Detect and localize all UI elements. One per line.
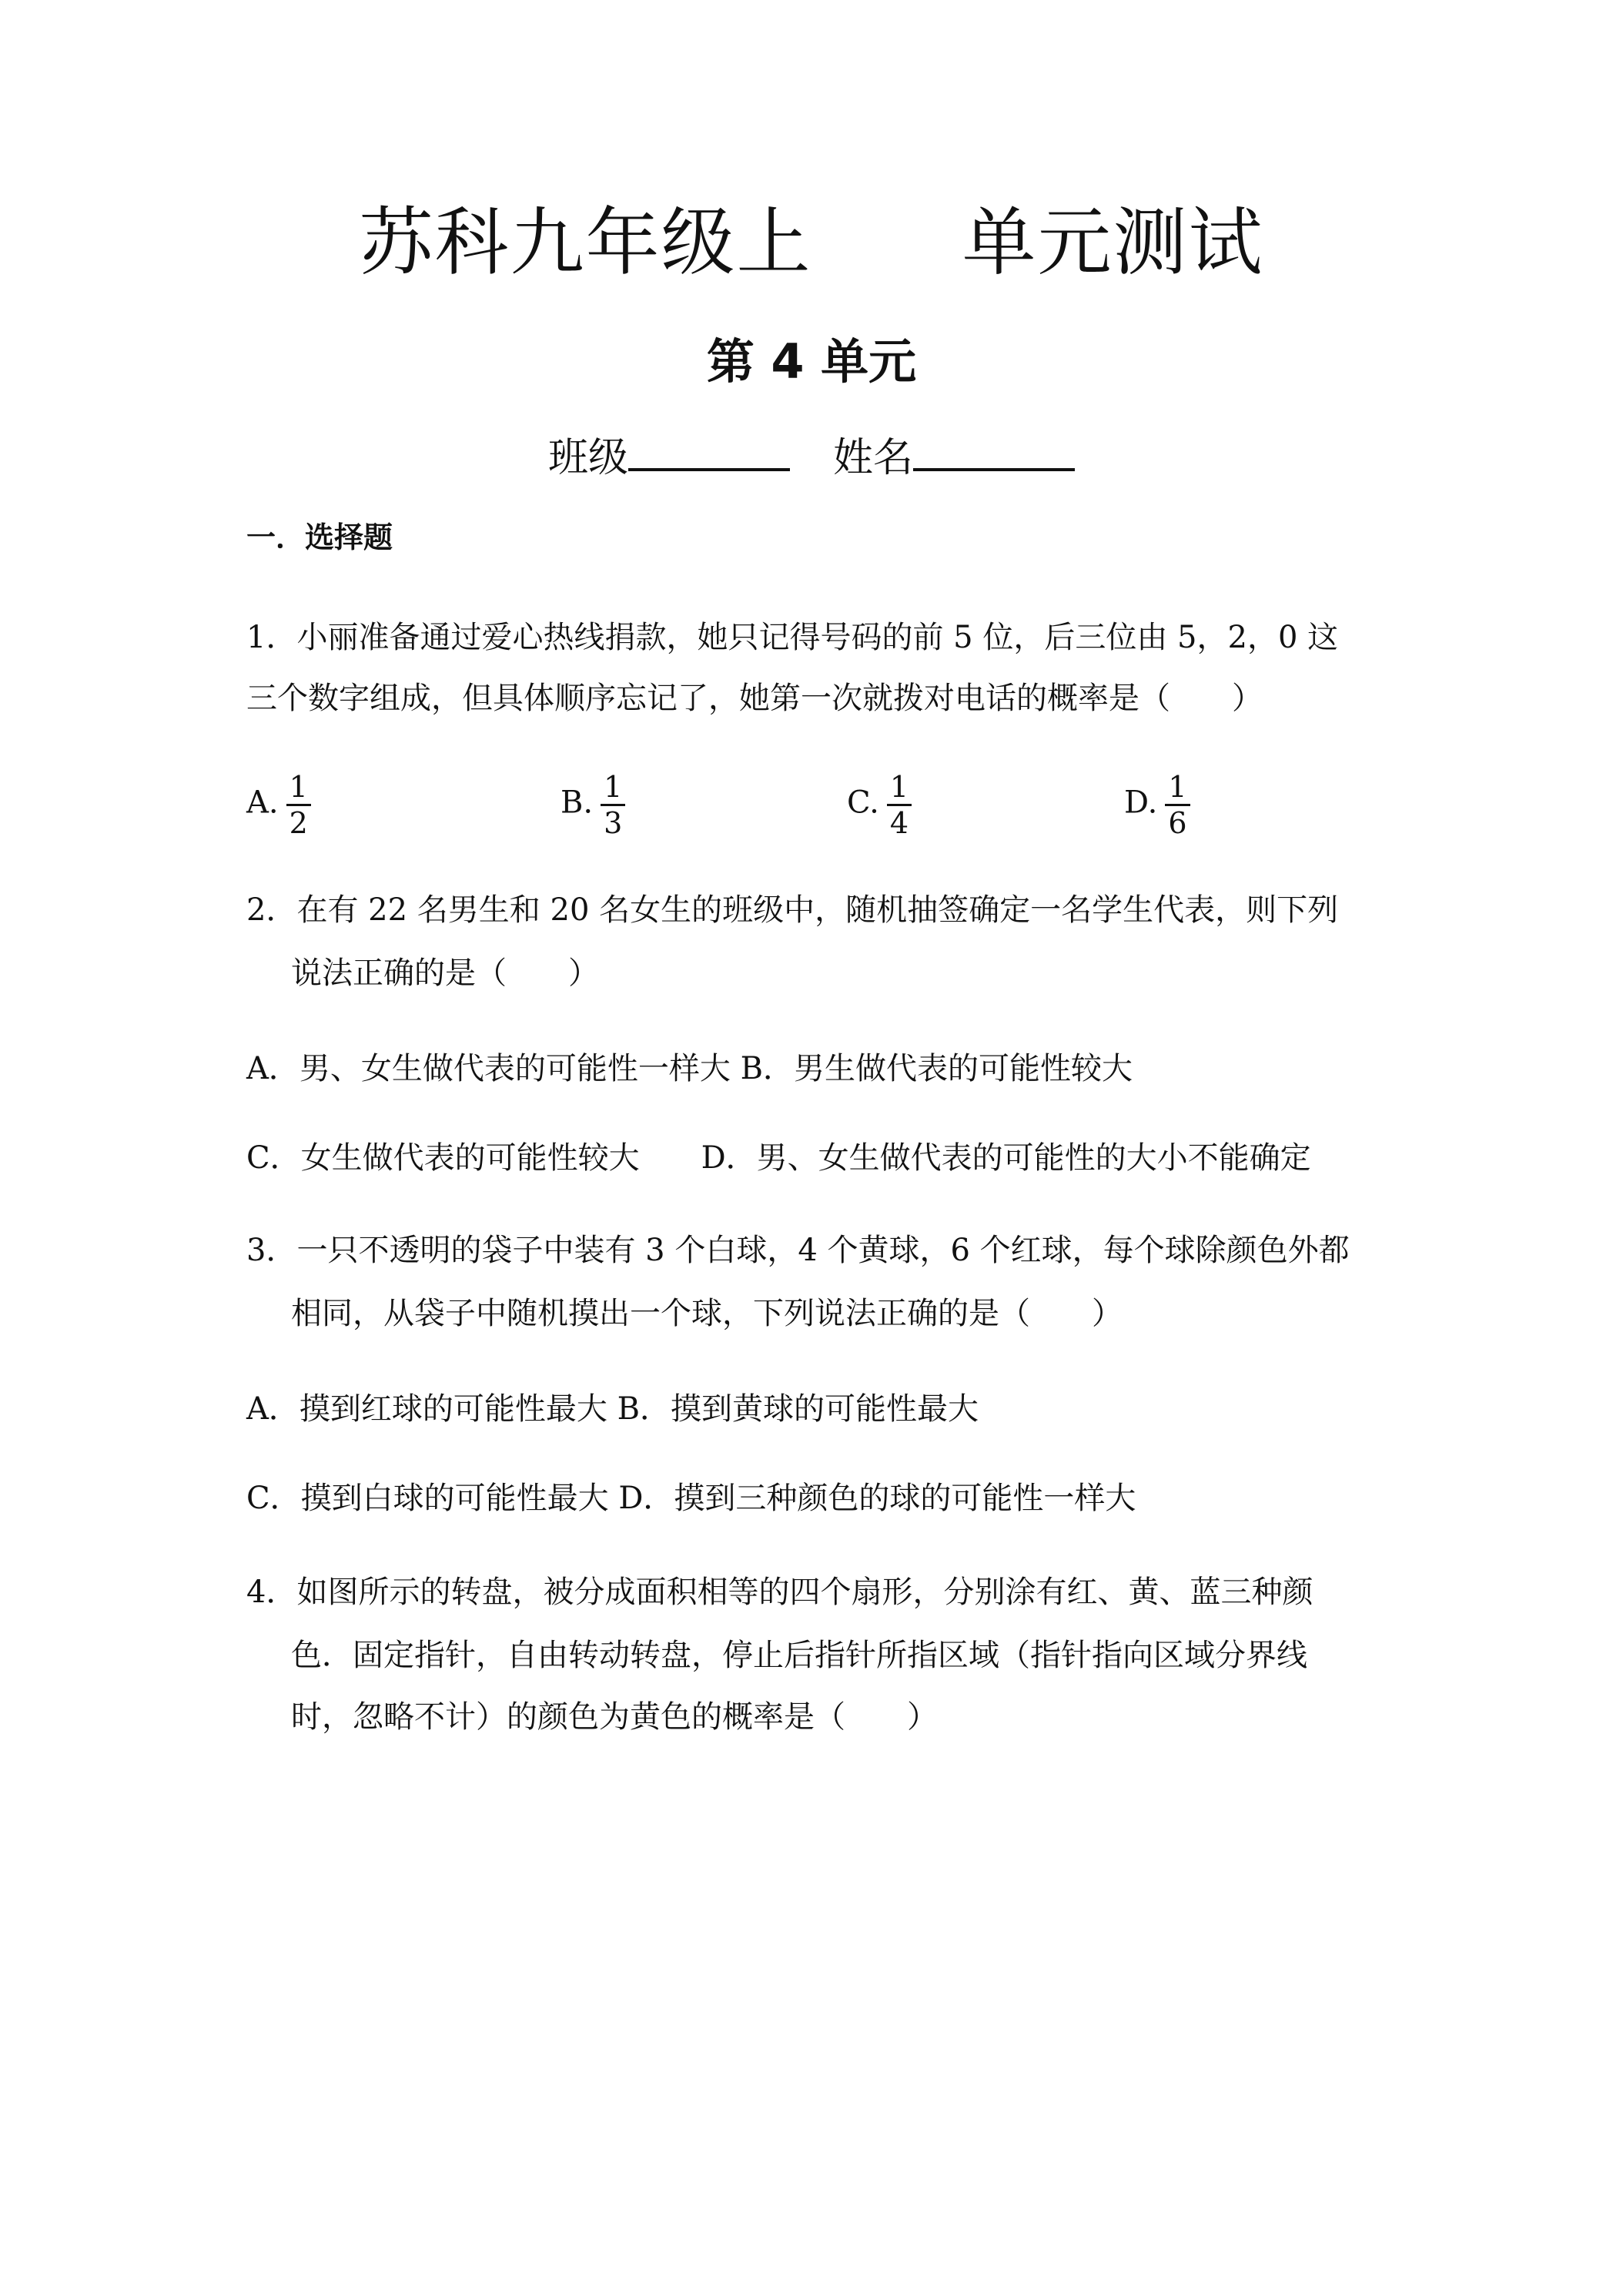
name-label: 姓名 [833, 435, 914, 481]
class-label: 班级 [547, 435, 628, 481]
q1-option-letter: A. [246, 785, 279, 821]
fraction-numerator: 1 [286, 770, 311, 806]
q1-option-d [1124, 770, 1190, 840]
q2-line1: 2．在有 22 名男生和 20 名女生的班级中，随机抽签确定一名学生代表，则下列 [246, 892, 1339, 928]
q3-options-line2: C．摸到白球的可能性最大 D．摸到三种颜色的球的可能性一样大 [246, 1481, 1136, 1516]
q3-options-line1: A．摸到红球的可能性最大 B．摸到黄球的可能性最大 [246, 1391, 979, 1427]
q1-option-d-fraction [1165, 770, 1190, 840]
q1-option-a-fraction [286, 770, 311, 840]
q4-line1: 4．如图所示的转盘，被分成面积相等的四个扇形，分别涂有红、黄、蓝三种颜 [246, 1575, 1313, 1610]
q1-option-b-fraction [601, 770, 625, 840]
fraction-denominator: 4 [889, 806, 909, 840]
q3-line2: 相同，从袋子中随机摸出一个球，下列说法正确的是（ ） [291, 1296, 1123, 1331]
q3-line1: 3．一只不透明的袋子中装有 3 个白球，4 个黄球，6 个红球，每个球除颜色外都 [246, 1233, 1350, 1268]
section-heading-choice: 一．选择题 [246, 520, 393, 554]
fraction-denominator: 2 [289, 806, 308, 840]
q2-options-line1: A．男、女生做代表的可能性一样大 B．男生做代表的可能性较大 [246, 1051, 1133, 1086]
q4-line2: 色．固定指针，自由转动转盘，停止后指针所指区域（指针指向区域分界线 [291, 1638, 1307, 1673]
page-title: 苏科九年级上 单元测试 [359, 199, 1264, 286]
q1-line2: 三个数字组成，但具体顺序忘记了，她第一次就拨对电话的概率是（ ） [246, 681, 1263, 716]
q1-line1: 1．小丽准备通过爱心热线捐款，她只记得号码的前 5 位，后三位由 5，2，0 这 [246, 620, 1339, 655]
q2-options-line2: C．女生做代表的可能性较大 D．男、女生做代表的可能性的大小不能确定 [246, 1140, 1311, 1176]
q1-option-letter: C. [847, 785, 879, 821]
fraction-numerator: 1 [887, 770, 912, 806]
q1-option-c [847, 770, 912, 840]
q1-option-letter: B. [561, 785, 594, 821]
q1-option-b [561, 770, 625, 840]
unit-heading: 第 4 单元 [706, 333, 917, 390]
fraction-numerator: 1 [1165, 770, 1190, 806]
fraction-denominator: 6 [1168, 806, 1187, 840]
q1-option-letter: D. [1124, 785, 1158, 821]
q4-line3: 时，忽略不计）的颜色为黄色的概率是（ ） [291, 1699, 938, 1735]
name-blank [913, 425, 1075, 471]
class-blank [628, 425, 790, 471]
q1-option-a [246, 770, 311, 840]
student-info-line [0, 425, 1623, 489]
fraction-denominator: 3 [604, 806, 623, 840]
q2-line2: 说法正确的是（ ） [291, 956, 599, 991]
fraction-numerator: 1 [601, 770, 625, 806]
q1-option-c-fraction [887, 770, 912, 840]
